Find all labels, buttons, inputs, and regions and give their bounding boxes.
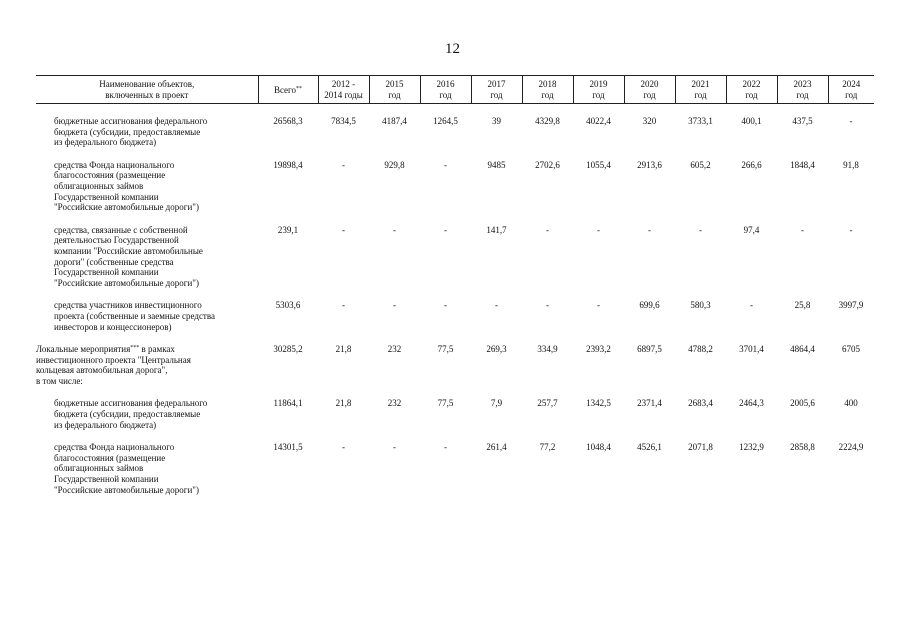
row-name-line: Локальные мероприятия bbox=[36, 344, 131, 355]
row-total-cell: 239,1 bbox=[277, 224, 299, 235]
table-row bbox=[36, 116, 874, 148]
row-value-cell: 1264,5 bbox=[433, 116, 458, 126]
row-name-cell bbox=[36, 160, 258, 213]
row-value-cell: 320 bbox=[642, 116, 657, 126]
row-name-line: средства, связанные с собственной bbox=[54, 224, 188, 235]
header-name-line2: включенных в проект bbox=[105, 90, 189, 100]
row-value-cell: - bbox=[444, 159, 447, 170]
row-name-line: проекта (собственные и заемные средства bbox=[54, 310, 215, 321]
row-value-cell: - bbox=[495, 300, 498, 311]
table-row bbox=[36, 225, 874, 289]
row-name-line-tail: в рамках bbox=[139, 344, 175, 355]
header-year-8 bbox=[726, 76, 777, 104]
row-name-line: облигационных займов bbox=[54, 463, 144, 474]
header-year-line1: 2017 bbox=[487, 79, 506, 90]
row-name-line: в том числе: bbox=[36, 375, 83, 386]
row-name-line: "Российские автомобильные дороги") bbox=[54, 277, 199, 288]
header-year-line1: 2015 bbox=[385, 79, 404, 90]
row-value-cell: 3701,4 bbox=[739, 344, 764, 355]
row-value-cell: 2702,6 bbox=[535, 159, 560, 170]
row-total-cell: 11864,1 bbox=[273, 398, 303, 409]
row-value-cell: 4864,4 bbox=[790, 344, 815, 355]
table-row bbox=[36, 398, 874, 430]
row-name-line: бюджета (субсидии, предоставляемые bbox=[54, 126, 201, 137]
header-total-footnote-mark: ** bbox=[296, 85, 303, 92]
row-value-cell: 77,5 bbox=[437, 344, 454, 355]
row-value-cell: 4788,2 bbox=[688, 344, 713, 355]
row-name-line: дороги" (собственные средства bbox=[54, 256, 174, 267]
row-value-cell: 4526,1 bbox=[637, 442, 662, 453]
row-name-line: инвесторов и концессионеров) bbox=[54, 321, 172, 332]
row-value-cell: - bbox=[801, 224, 804, 235]
row-value-cell: - bbox=[393, 300, 396, 311]
row-value-cell: 4329,8 bbox=[535, 116, 560, 126]
row-spacer bbox=[36, 213, 874, 225]
header-year-line2: 2014 годы bbox=[324, 90, 363, 100]
row-value-cell: 2071,8 bbox=[688, 442, 713, 453]
row-value-cell: 1048,4 bbox=[586, 442, 611, 453]
header-year-line2: год bbox=[541, 90, 554, 100]
header-year-0 bbox=[318, 76, 369, 104]
row-spacer-cell bbox=[36, 332, 874, 344]
row-name-cell bbox=[36, 116, 258, 148]
row-value-cell: - bbox=[849, 224, 853, 235]
row-name-line: средства Фонда национального bbox=[54, 159, 175, 170]
row-value-cell: 269,3 bbox=[486, 344, 507, 355]
header-year-line1: 2022 bbox=[742, 79, 761, 90]
table-header-row bbox=[36, 76, 874, 104]
row-value-cell: 21,8 bbox=[335, 398, 352, 409]
row-name-line: кольцевая автомобильная дорога", bbox=[36, 365, 168, 376]
row-value-cell: - bbox=[444, 442, 447, 453]
row-value-cell: - bbox=[597, 224, 600, 235]
header-year-line1: 2018 bbox=[538, 79, 557, 90]
row-value-cell: 91,8 bbox=[843, 159, 859, 170]
header-year-7 bbox=[675, 76, 726, 104]
row-value-cell: 437,5 bbox=[792, 116, 813, 126]
budget-table bbox=[36, 75, 874, 495]
header-year-line2: год bbox=[388, 90, 401, 100]
row-value-cell: 2683,4 bbox=[688, 398, 713, 409]
row-value-cell: 929,8 bbox=[384, 159, 405, 170]
header-year-9 bbox=[777, 76, 828, 104]
row-value-cell: 400 bbox=[844, 398, 858, 409]
header-year-line1: 2019 bbox=[589, 79, 608, 90]
row-value-cell: 7834,5 bbox=[331, 116, 356, 126]
header-year-line2: год bbox=[439, 90, 452, 100]
row-spacer bbox=[36, 148, 874, 160]
row-name-line: деятельностью Государственной bbox=[54, 235, 179, 246]
row-name-cell bbox=[36, 442, 258, 495]
row-value-cell: 4187,4 bbox=[382, 116, 407, 126]
header-year-3 bbox=[471, 76, 522, 104]
row-value-cell: 580,3 bbox=[690, 300, 711, 311]
row-name-line: "Российские автомобильные дороги") bbox=[54, 484, 199, 495]
row-value-cell: 232 bbox=[387, 344, 402, 355]
row-name-cell bbox=[36, 344, 258, 386]
row-value-cell: 1055,4 bbox=[586, 159, 611, 170]
row-value-cell: - bbox=[393, 224, 396, 235]
header-year-line1: 2020 bbox=[640, 79, 659, 90]
footnote-mark: *** bbox=[130, 345, 140, 352]
row-name-line: Государственной компании bbox=[54, 474, 159, 485]
row-value-cell: 77,2 bbox=[539, 442, 556, 453]
table-row bbox=[36, 160, 874, 213]
row-value-cell: 257,7 bbox=[537, 398, 558, 409]
row-name-line: бюджета (субсидии, предоставляемые bbox=[54, 409, 201, 420]
header-year-line1: 2012 - bbox=[331, 79, 356, 90]
row-spacer-cell bbox=[36, 104, 874, 117]
table-row bbox=[36, 344, 874, 386]
row-value-cell: 605,2 bbox=[690, 159, 711, 170]
row-value-cell: 9485 bbox=[487, 159, 506, 170]
header-year-10 bbox=[828, 76, 874, 104]
row-total-cell: 5303,6 bbox=[275, 300, 301, 311]
row-value-cell: 7,9 bbox=[490, 398, 503, 409]
row-name-line: бюджетные ассигнования федерального bbox=[54, 116, 208, 126]
table-row bbox=[36, 442, 874, 495]
table-row bbox=[36, 300, 874, 332]
row-value-cell: 25,8 bbox=[794, 300, 811, 311]
row-value-cell: - bbox=[444, 300, 447, 311]
row-value-cell: - bbox=[849, 116, 853, 126]
header-year-4 bbox=[522, 76, 573, 104]
row-value-cell: 6705 bbox=[842, 344, 860, 355]
row-value-cell: 400,1 bbox=[741, 116, 762, 126]
row-value-cell: 232 bbox=[387, 398, 402, 409]
row-name-line: из федерального бюджета) bbox=[54, 137, 157, 148]
row-value-cell: - bbox=[342, 300, 345, 311]
row-value-cell: - bbox=[597, 300, 600, 311]
row-value-cell: - bbox=[750, 300, 753, 311]
row-name-line: бюджетные ассигнования федерального bbox=[54, 398, 208, 409]
row-value-cell: 1342,5 bbox=[586, 398, 611, 409]
header-year-line2: год bbox=[592, 90, 605, 100]
row-value-cell: 266,6 bbox=[741, 159, 762, 170]
row-name-line: "Российские автомобильные дороги") bbox=[54, 202, 199, 213]
row-name-line: облигационных займов bbox=[54, 180, 144, 191]
header-total-column bbox=[258, 76, 318, 104]
header-year-line2: год bbox=[694, 90, 707, 100]
row-spacer-cell bbox=[36, 148, 874, 160]
row-value-cell: 3997,9 bbox=[838, 300, 864, 311]
row-value-cell: 2224,9 bbox=[838, 442, 864, 453]
row-spacer-cell bbox=[36, 213, 874, 225]
header-year-1 bbox=[369, 76, 420, 104]
table-body bbox=[36, 104, 874, 496]
row-value-cell: - bbox=[342, 224, 345, 235]
row-total-cell: 14301,5 bbox=[273, 442, 303, 453]
row-value-cell: 699,6 bbox=[639, 300, 660, 311]
header-year-line2: год bbox=[490, 90, 503, 100]
row-spacer-cell bbox=[36, 430, 874, 442]
row-value-cell: 97,4 bbox=[743, 224, 760, 235]
row-spacer bbox=[36, 104, 874, 117]
header-name-line1: Наименование объектов, bbox=[99, 79, 195, 90]
header-year-line2: год bbox=[796, 90, 809, 100]
row-value-cell: 3733,1 bbox=[688, 116, 713, 126]
row-spacer bbox=[36, 332, 874, 344]
row-value-cell: 141,7 bbox=[486, 224, 507, 235]
row-name-line: Государственной компании bbox=[54, 191, 159, 202]
row-name-line: благосостояния (размещение bbox=[54, 170, 166, 181]
row-value-cell: - bbox=[648, 224, 651, 235]
row-value-cell: 1232,9 bbox=[739, 442, 764, 453]
row-spacer bbox=[36, 386, 874, 398]
header-year-line2: год bbox=[845, 90, 858, 100]
row-name-cell bbox=[36, 398, 258, 430]
page-number: 12 bbox=[445, 41, 460, 57]
row-value-cell: 6897,5 bbox=[637, 344, 662, 355]
row-value-cell: - bbox=[444, 224, 447, 235]
row-value-cell: - bbox=[546, 224, 549, 235]
header-year-line2: год bbox=[643, 90, 656, 100]
header-total-label: Всего bbox=[273, 84, 297, 95]
row-value-cell: - bbox=[699, 224, 702, 235]
row-name-line: из федерального бюджета) bbox=[54, 419, 157, 430]
row-name-line: инвестиционного проекта "Центральная bbox=[36, 354, 191, 365]
row-value-cell: 2393,2 bbox=[586, 344, 611, 355]
header-year-line1: 2021 bbox=[691, 79, 710, 90]
row-value-cell: 2005,6 bbox=[790, 398, 815, 409]
row-value-cell: 4022,4 bbox=[586, 116, 611, 126]
row-name-line: средства Фонда национального bbox=[54, 442, 175, 453]
row-value-cell: 77,5 bbox=[437, 398, 454, 409]
header-year-line2: год bbox=[745, 90, 758, 100]
row-value-cell: 2913,6 bbox=[637, 159, 662, 170]
row-value-cell: - bbox=[546, 300, 549, 311]
row-name-line: компании "Российские автомобильные bbox=[54, 245, 203, 256]
row-total-cell: 19898,4 bbox=[273, 159, 303, 170]
row-total-cell: 26568,3 bbox=[273, 116, 303, 126]
row-value-cell: 21,8 bbox=[335, 344, 352, 355]
header-name-column bbox=[36, 76, 258, 104]
row-value-cell: 39 bbox=[492, 116, 501, 126]
row-name-cell bbox=[36, 225, 258, 289]
row-value-cell: - bbox=[342, 159, 345, 170]
row-value-cell: 2464,3 bbox=[739, 398, 764, 409]
row-name-line: благосостояния (размещение bbox=[54, 452, 166, 463]
header-year-line1: 2023 bbox=[793, 79, 812, 90]
header-year-6 bbox=[624, 76, 675, 104]
row-value-cell: - bbox=[342, 442, 345, 453]
row-spacer bbox=[36, 288, 874, 300]
header-year-line1: 2024 bbox=[842, 79, 861, 90]
header-year-5 bbox=[573, 76, 624, 104]
header-year-line1: 2016 bbox=[436, 79, 455, 90]
row-value-cell: 261,4 bbox=[486, 442, 507, 453]
row-name-line: средства участников инвестиционного bbox=[54, 300, 202, 311]
row-value-cell: - bbox=[393, 442, 396, 453]
row-total-cell: 30285,2 bbox=[273, 344, 303, 355]
row-name-cell bbox=[36, 300, 258, 332]
row-value-cell: 2371,4 bbox=[637, 398, 662, 409]
row-spacer bbox=[36, 430, 874, 442]
header-year-2 bbox=[420, 76, 471, 104]
row-spacer-cell bbox=[36, 288, 874, 300]
row-value-cell: 334,9 bbox=[537, 344, 558, 355]
row-name-line: Государственной компании bbox=[54, 267, 159, 278]
row-value-cell: 1848,4 bbox=[790, 159, 815, 170]
row-value-cell: 2858,8 bbox=[790, 442, 815, 453]
row-spacer-cell bbox=[36, 386, 874, 398]
